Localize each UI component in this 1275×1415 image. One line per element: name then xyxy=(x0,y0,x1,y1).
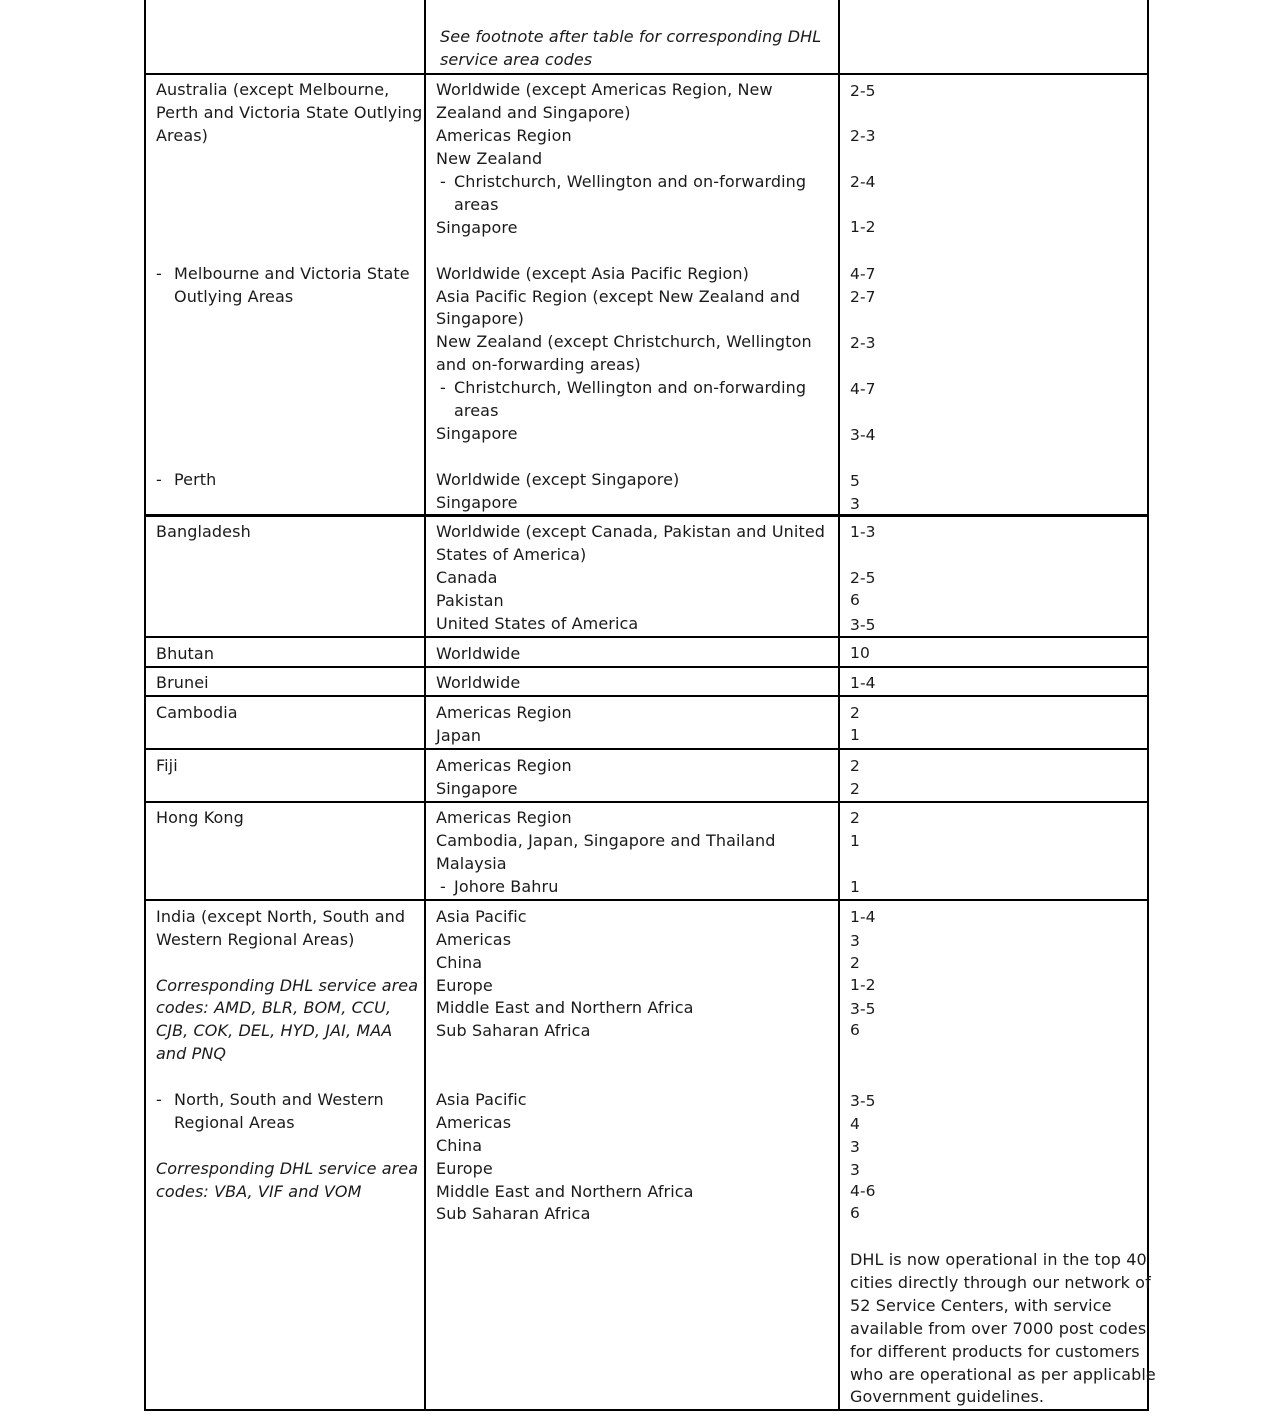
bullet-dash: - xyxy=(156,1090,162,1109)
column-divider-1 xyxy=(424,0,426,1411)
bullet-dash: - xyxy=(156,264,162,283)
operational-note: for different products for customers xyxy=(850,1342,1140,1361)
days-cell: 1-2 xyxy=(850,218,876,236)
days-cell: 2-5 xyxy=(850,82,876,100)
column-divider-2 xyxy=(838,0,840,1411)
destination-cell: Asia Pacific xyxy=(436,907,527,926)
days-cell: 2 xyxy=(850,954,860,972)
country-cell: North, South and Western xyxy=(174,1090,384,1109)
destination-cell: Sub Saharan Africa xyxy=(436,1021,591,1040)
days-cell: 2-4 xyxy=(850,173,876,191)
row-divider xyxy=(144,666,1149,668)
row-divider xyxy=(144,748,1149,750)
destination-cell: Europe xyxy=(436,1159,493,1178)
bullet-dash: - xyxy=(440,877,446,896)
days-cell: 10 xyxy=(850,644,870,662)
days-cell: 4-7 xyxy=(850,265,876,283)
destination-cell: Worldwide xyxy=(436,644,521,663)
days-cell: 3-4 xyxy=(850,426,876,444)
days-cell: 4 xyxy=(850,1115,860,1133)
country-cell: Regional Areas xyxy=(174,1113,295,1132)
destination-cell: Americas xyxy=(436,930,512,949)
service-area-note: and PNQ xyxy=(156,1044,227,1063)
days-cell: 1 xyxy=(850,726,860,744)
country-cell: Areas) xyxy=(156,126,208,145)
destination-cell: Malaysia xyxy=(436,854,507,873)
destination-cell: Canada xyxy=(436,568,498,587)
days-cell: 2-7 xyxy=(850,288,876,306)
days-cell: 6 xyxy=(850,1021,860,1039)
operational-note: Government guidelines. xyxy=(850,1387,1045,1406)
country-cell: Bhutan xyxy=(156,644,215,663)
days-cell: 1 xyxy=(850,832,860,850)
destination-cell: Singapore xyxy=(436,218,518,237)
country-cell: Perth xyxy=(174,470,217,489)
days-cell: 2-3 xyxy=(850,334,876,352)
table-border-right xyxy=(1147,0,1149,1411)
destination-cell: Europe xyxy=(436,976,493,995)
footnote-note: See footnote after table for corresponding DHL xyxy=(440,27,822,46)
destination-cell: Worldwide (except Americas Region, New xyxy=(436,80,773,99)
days-cell: 3 xyxy=(850,932,860,950)
days-cell: 2-3 xyxy=(850,127,876,145)
country-cell: Perth and Victoria State Outlying xyxy=(156,103,423,122)
days-cell: 2 xyxy=(850,780,860,798)
days-cell: 3 xyxy=(850,495,860,513)
row-divider xyxy=(144,73,1149,75)
days-cell: 3-5 xyxy=(850,616,876,634)
days-cell: 2 xyxy=(850,757,860,775)
days-cell: 3 xyxy=(850,1161,860,1179)
destination-cell: United States of America xyxy=(436,614,639,633)
destination-cell: Middle East and Northern Africa xyxy=(436,998,694,1017)
operational-note: who are operational as per applicable xyxy=(850,1365,1156,1384)
destination-cell: Sub Saharan Africa xyxy=(436,1204,591,1223)
service-area-note: Corresponding DHL service area xyxy=(156,976,419,995)
destination-cell: areas xyxy=(454,195,499,214)
destination-cell: Americas Region xyxy=(436,126,572,145)
destination-cell: Pakistan xyxy=(436,591,504,610)
operational-note: available from over 7000 post codes xyxy=(850,1319,1147,1338)
row-divider xyxy=(144,514,1149,517)
destination-cell: and on-forwarding areas) xyxy=(436,355,641,374)
operational-note: 52 Service Centers, with service xyxy=(850,1296,1112,1315)
days-cell: 2-5 xyxy=(850,569,876,587)
destination-cell: Christchurch, Wellington and on-forwarding xyxy=(454,172,807,191)
row-divider xyxy=(144,899,1149,901)
country-cell: Melbourne and Victoria State xyxy=(174,264,410,283)
destination-cell: Christchurch, Wellington and on-forwarding xyxy=(454,378,807,397)
destination-cell: China xyxy=(436,953,483,972)
destination-cell: Singapore xyxy=(436,424,518,443)
days-cell: 4-6 xyxy=(850,1182,876,1200)
destination-cell: Singapore xyxy=(436,493,518,512)
destination-cell: China xyxy=(436,1136,483,1155)
footnote-note: service area codes xyxy=(440,50,593,69)
table-border-left xyxy=(144,0,146,1411)
country-cell: Brunei xyxy=(156,673,209,692)
country-cell: Bangladesh xyxy=(156,522,251,541)
days-cell: 6 xyxy=(850,1204,860,1222)
operational-note: cities directly through our network of xyxy=(850,1273,1151,1292)
destination-cell: Asia Pacific Region (except New Zealand and xyxy=(436,287,801,306)
days-cell: 2 xyxy=(850,809,860,827)
bullet-dash: - xyxy=(156,470,162,489)
days-cell: 1-2 xyxy=(850,976,876,994)
row-divider xyxy=(144,695,1149,697)
row-divider xyxy=(144,636,1149,638)
service-area-note: codes: AMD, BLR, BOM, CCU, xyxy=(156,998,392,1017)
days-cell: 1-3 xyxy=(850,523,876,541)
country-cell: Cambodia xyxy=(156,703,238,722)
service-area-note: Corresponding DHL service area xyxy=(156,1159,419,1178)
destination-cell: Middle East and Northern Africa xyxy=(436,1182,694,1201)
days-cell: 4-7 xyxy=(850,380,876,398)
destination-cell: Worldwide xyxy=(436,673,521,692)
destination-cell: Asia Pacific xyxy=(436,1090,527,1109)
destination-cell: Worldwide (except Singapore) xyxy=(436,470,680,489)
destination-cell: Worldwide (except Canada, Pakistan and United xyxy=(436,522,826,541)
destination-cell: Japan xyxy=(436,726,482,745)
destination-cell: States of America) xyxy=(436,545,587,564)
country-cell: Australia (except Melbourne, xyxy=(156,80,390,99)
country-cell: Outlying Areas xyxy=(174,287,294,306)
days-cell: 2 xyxy=(850,704,860,722)
days-cell: 1-4 xyxy=(850,908,876,926)
destination-cell: Worldwide (except Asia Pacific Region) xyxy=(436,264,749,283)
days-cell: 5 xyxy=(850,472,860,490)
operational-note: DHL is now operational in the top 40 xyxy=(850,1250,1147,1269)
bullet-dash: - xyxy=(440,378,446,397)
destination-cell: Americas xyxy=(436,1113,512,1132)
days-cell: 3-5 xyxy=(850,1092,876,1110)
destination-cell: Americas Region xyxy=(436,756,572,775)
service-area-note: codes: VBA, VIF and VOM xyxy=(156,1182,362,1201)
days-cell: 6 xyxy=(850,591,860,609)
country-cell: Fiji xyxy=(156,756,178,775)
destination-cell: New Zealand xyxy=(436,149,543,168)
table-border-bottom xyxy=(144,1409,1149,1411)
country-cell: India (except North, South and xyxy=(156,907,406,926)
destination-cell: areas xyxy=(454,401,499,420)
destination-cell: Singapore) xyxy=(436,309,524,328)
country-cell: Hong Kong xyxy=(156,808,244,827)
country-cell: Western Regional Areas) xyxy=(156,930,355,949)
row-divider xyxy=(144,801,1149,803)
destination-cell: Cambodia, Japan, Singapore and Thailand xyxy=(436,831,776,850)
days-cell: 3 xyxy=(850,1138,860,1156)
destination-cell: Zealand and Singapore) xyxy=(436,103,631,122)
destination-cell: Johore Bahru xyxy=(454,877,559,896)
days-cell: 1-4 xyxy=(850,674,876,692)
destination-cell: New Zealand (except Christchurch, Wellington xyxy=(436,332,812,351)
bullet-dash: - xyxy=(440,172,446,191)
destination-cell: Americas Region xyxy=(436,703,572,722)
destination-cell: Singapore xyxy=(436,779,518,798)
days-cell: 1 xyxy=(850,878,860,896)
destination-cell: Americas Region xyxy=(436,808,572,827)
service-area-note: CJB, COK, DEL, HYD, JAI, MAA xyxy=(156,1021,393,1040)
days-cell: 3-5 xyxy=(850,1000,876,1018)
